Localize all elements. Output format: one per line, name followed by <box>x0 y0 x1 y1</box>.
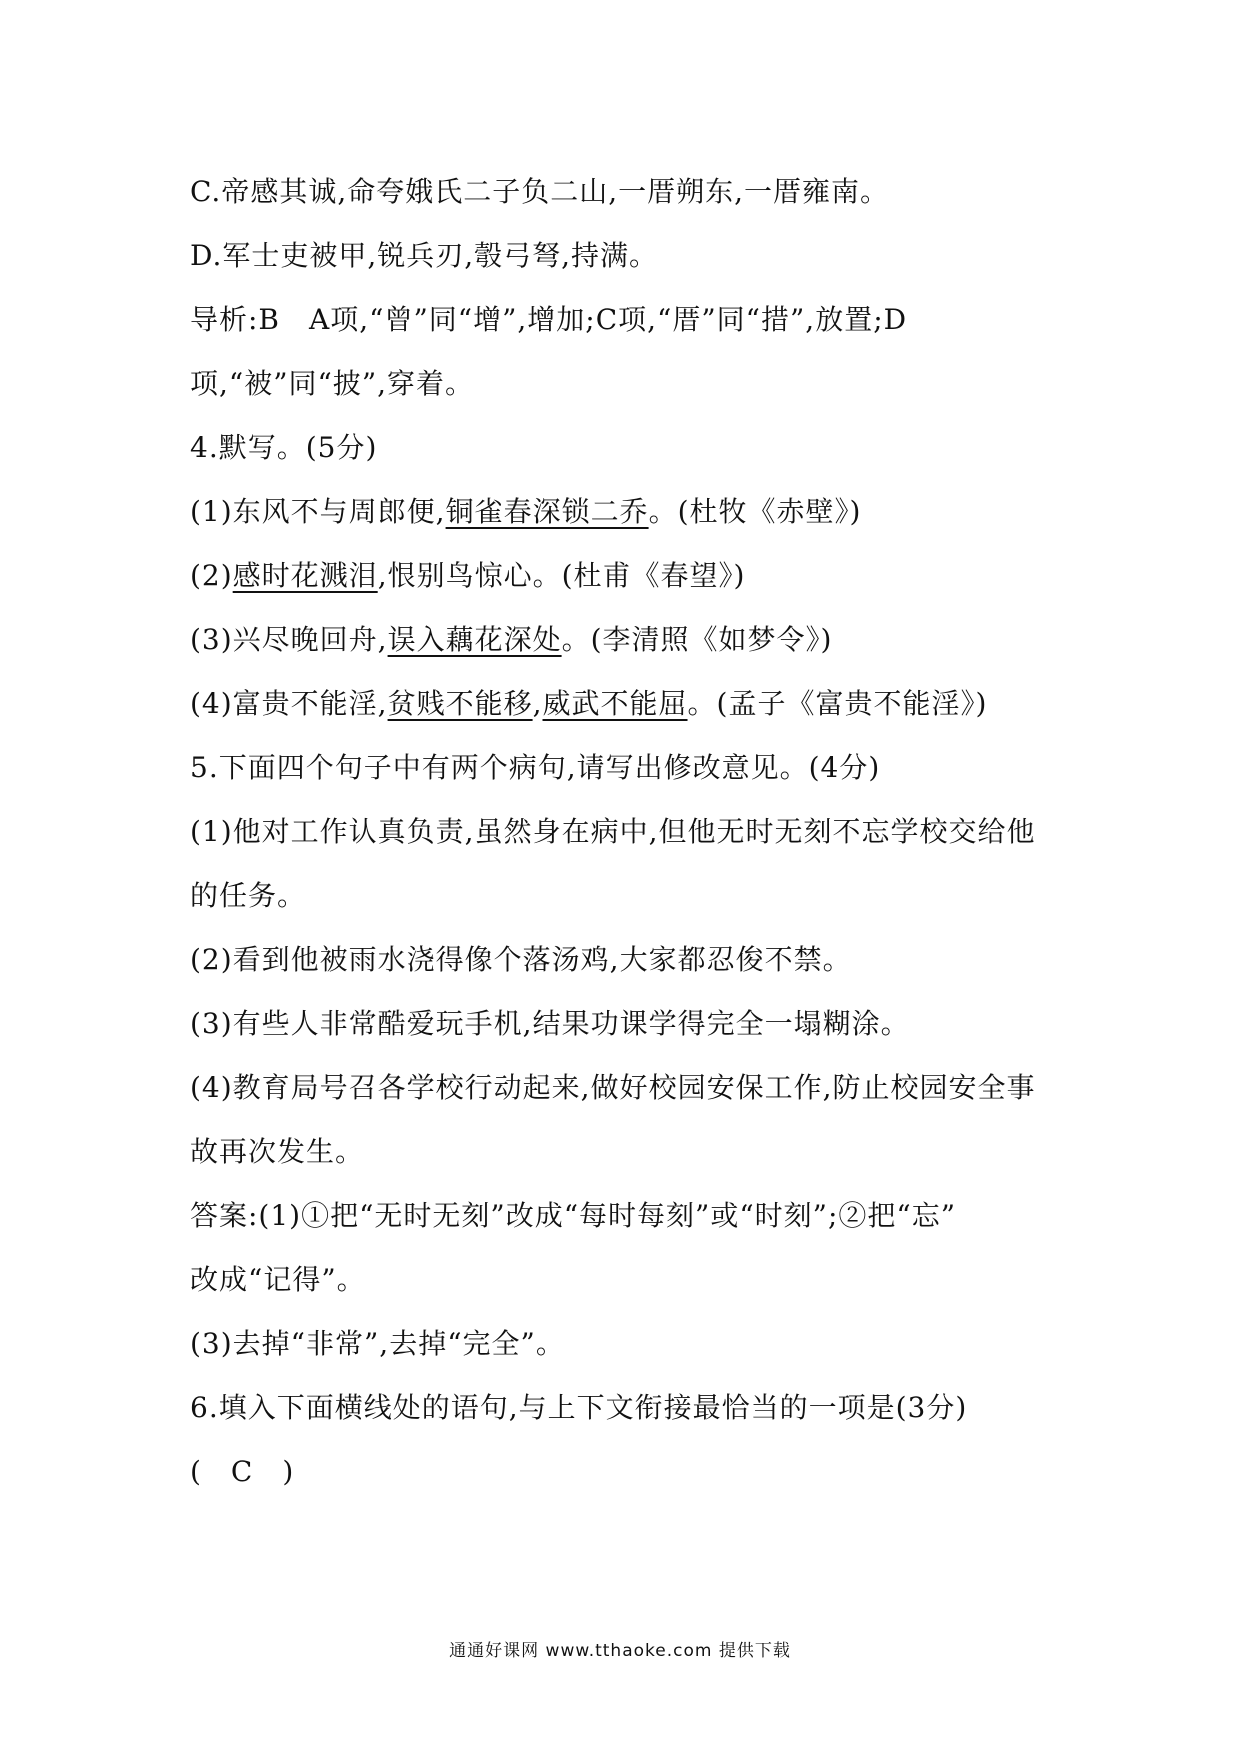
q5-sentence-3: (3)有些人非常酷爱玩手机,结果功课学得完全一塌糊涂。 <box>190 1007 910 1040</box>
q4-item-1-answer: 铜雀春深锁二乔 <box>445 495 649 528</box>
q4-item-4-suffix: 。(孟子《富贵不能淫》) <box>687 687 988 720</box>
q4-item-4-answer-1: 贫贱不能移 <box>387 687 533 720</box>
q4-item-4-prefix: (4)富贵不能淫, <box>190 687 388 720</box>
q5-sentence-4: (4)教育局号召各学校行动起来,做好校园安保工作,防止校园安全事 <box>190 1071 1036 1104</box>
q4-item-2-prefix: (2) <box>190 559 233 592</box>
question-4-title: 4.默写。(5分) <box>190 431 378 464</box>
analysis-line-2: 项,“被”同“披”,穿着。 <box>190 367 475 400</box>
q5-sentence-2: (2)看到他被雨水浇得像个落汤鸡,大家都忍俊不禁。 <box>190 943 852 976</box>
q4-item-1-suffix: 。(杜牧《赤壁》) <box>648 495 862 528</box>
q4-item-3-suffix: 。(李清照《如梦令》) <box>561 623 833 656</box>
q5-answer-2: (3)去掉“非常”,去掉“完全”。 <box>190 1327 565 1360</box>
question-5-title: 5.下面四个句子中有两个病句,请写出修改意见。(4分) <box>190 751 881 784</box>
q4-item-1 <box>190 480 1070 544</box>
q5-sentence-1: (1)他对工作认真负责,虽然身在病中,但他无时无刻不忘学校交给他 <box>190 815 1036 848</box>
question-6-title: 6.填入下面横线处的语句,与上下文衔接最恰当的一项是(3分) <box>190 1391 968 1424</box>
q4-item-3-prefix: (3)兴尽晚回舟, <box>190 623 388 656</box>
q5-answer-1-cont: 改成“记得”。 <box>190 1263 366 1296</box>
q5-answer-1: 答案:(1)①把“无时无刻”改成“每时每刻”或“时刻”;②把“忘” <box>190 1199 957 1232</box>
q4-item-4-answer-2: 威武不能屈 <box>542 687 688 720</box>
q4-item-4 <box>190 672 1070 736</box>
document-body <box>190 160 1070 1504</box>
q4-item-3 <box>190 608 1070 672</box>
q4-item-1-prefix: (1)东风不与周郎便, <box>190 495 446 528</box>
footer-watermark: 通通好课网 www.tthaoke.com 提供下载 <box>449 1641 791 1661</box>
q4-item-2-answer: 感时花溅泪 <box>232 559 378 592</box>
q4-item-2 <box>190 544 1070 608</box>
analysis-line-1: 导析:B A项,“曾”同“增”,增加;C项,“厝”同“措”,放置;D <box>190 303 908 336</box>
q4-item-2-suffix: ,恨别鸟惊心。(杜甫《春望》) <box>377 559 746 592</box>
q5-sentence-4-cont: 故再次发生。 <box>190 1135 365 1168</box>
q4-item-4-comma: , <box>532 687 543 720</box>
q5-sentence-1-cont: 的任务。 <box>190 879 307 912</box>
option-d: D.军士吏被甲,锐兵刃,彀弓弩,持满。 <box>190 239 659 272</box>
option-c: C.帝感其诚,命夸娥氏二子负二山,一厝朔东,一厝雍南。 <box>190 175 890 208</box>
q6-answer: ( C ) <box>190 1455 295 1488</box>
q4-item-3-answer: 误入藕花深处 <box>387 623 562 656</box>
